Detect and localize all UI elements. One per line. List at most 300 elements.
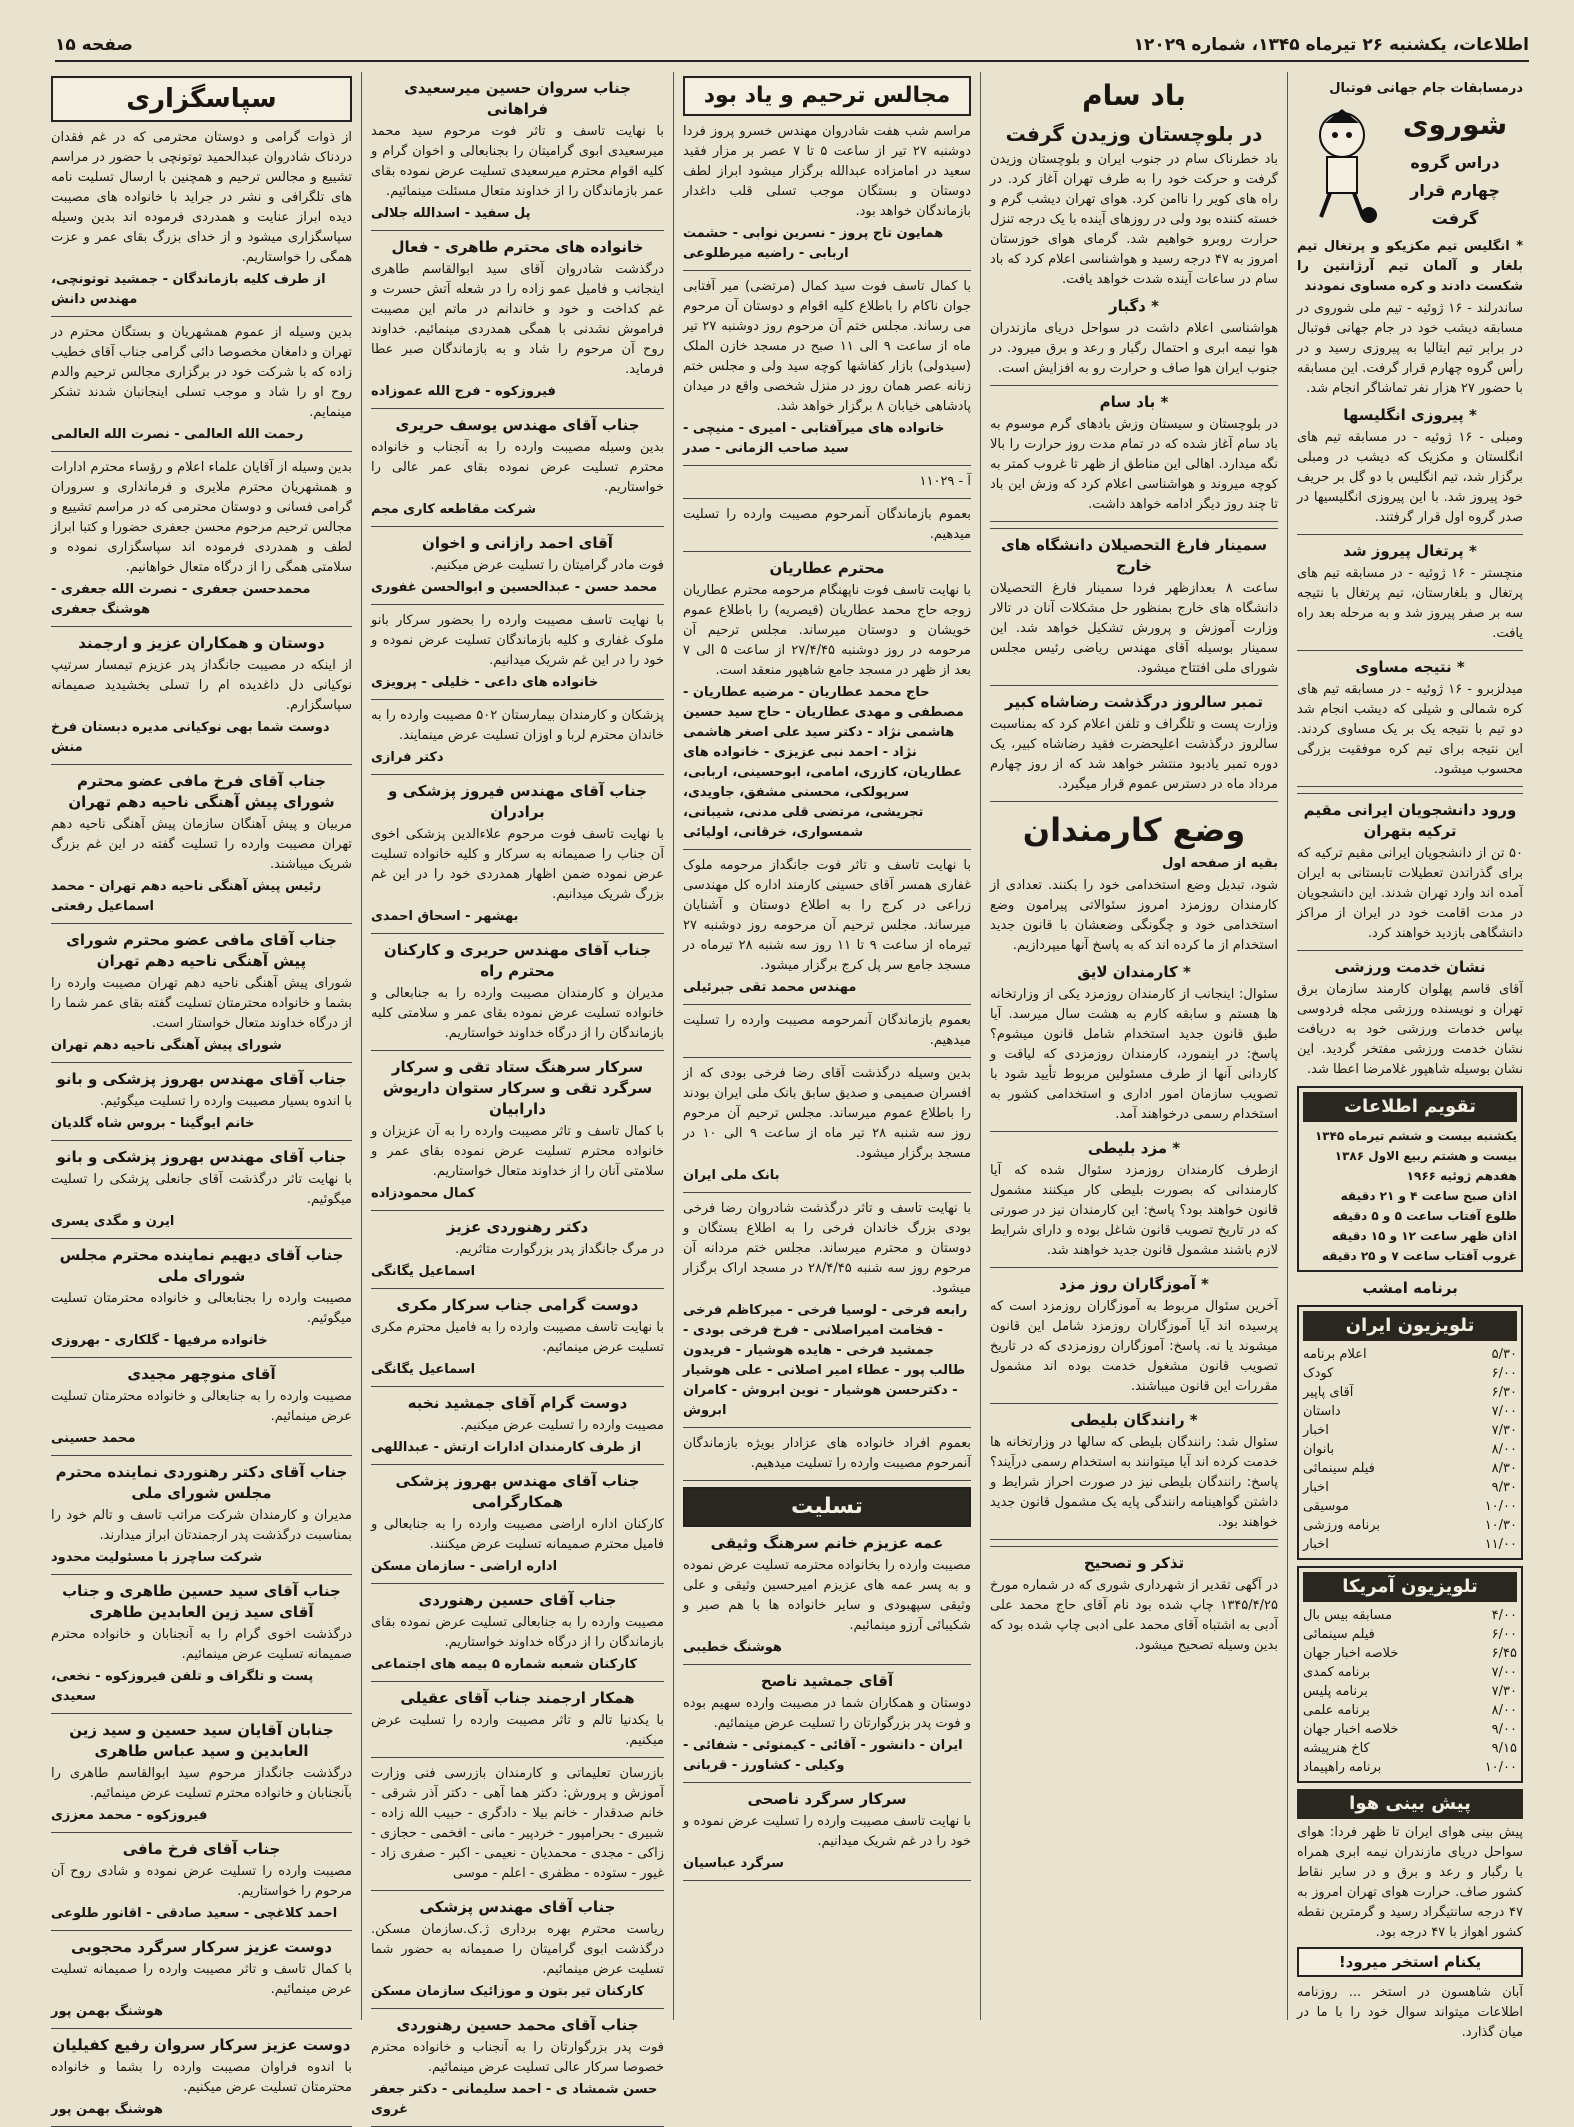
condolence-item [371,237,664,409]
condolence-item-title: جناب آقای حسین رهنوردی [418,1591,617,1609]
vaz-item [990,1138,1278,1268]
column-memorial [677,72,977,2020]
tv-program-row [1303,1682,1517,1701]
item-separator [683,1192,971,1193]
tv-iran-logo: تلویزیون ایران [1303,1311,1517,1341]
vaz-item-title: * آموزگاران روز مزد [1059,1275,1209,1293]
condolence-item-text: بدین وسیله مصیبت وارده را به آنجناب و خانواده محترم تسلیت عرض نموده بقای عمر عالی را خواستاریم. [371,440,664,495]
correction-text: در آگهی تقدیر از شهرداری شوری که در شماره مورخ ۱۳۴۵/۴/۲۵ چاپ شده بود نام آقای حاج محمد علی آدبی به اشتباه آقای محمد علی ادبی چاپ شده بود که بدین وسیله تصحیح میشود. [990,1578,1278,1653]
tv-program-row [1303,1644,1517,1663]
memorial-item [683,856,971,1005]
condolence-item [371,1057,664,1211]
item-separator [683,1664,971,1665]
sports-title: شوروی [1402,108,1508,141]
thanks-item [51,1720,352,1833]
tv-iran-box [1297,1305,1523,1560]
item-separator [371,1583,664,1584]
condolence-item-title: جناب آقای مهندس فیروز پزشکی و برادران [388,782,647,821]
tasliat-item-text: دوستان و همکاران شما در مصیبت وارده سهیم بوده و فوت پدر بزرگوارتان را تسلیت عرض مینمائیم. [683,1696,971,1731]
seminar-title: سمینار فارغ التحصیلان دانشگاه های خارج [1000,536,1268,575]
tv-program-row [1303,1459,1517,1478]
tv-program-row [1303,1516,1517,1535]
tasliat-item-text: با نهایت تاسف مصیبت وارده را تسلیت عرض نموده و خود را در غم شریک میدانیم. [683,1814,971,1849]
weather-text: پیش بینی هوای ایران تا ظهر فردا: هوای سواحل دریای مازندران نیمه ابری همراه با رگبار و رعد و برق و در سایر نقاط کشور صاف. حرارت هوای تهران امروز به ۴۷ درجه سانتیگراد رسید و گرمترین نقطه کشور اهواز با ۴۷ درجه بود. [1297,1825,1523,1940]
header-date: صفحه ۱۵ [55,35,133,55]
tv-program-time: ۷/۳۰ [1491,1423,1517,1438]
tv-program-name: فیلم سینمائی [1303,1461,1375,1476]
sports-bullet: * انگلیس تیم مکزیکو و پرتغال تیم بلغار و آلمان تیم آرژانتین را شکست دادند و کره مساوی نمودند [1297,239,1523,294]
tv-program-name: کودک [1303,1366,1334,1381]
memorial-item [683,472,971,499]
condolence-item-text: مدیران و کارمندان مصیبت وارده را به جنابعالی و خانواده تسلیت عرض نموده بقای عمر و سلامتی کلیه بازماندگان را از درگاه خداوند خواستاریم. [371,986,664,1041]
memorial-item [683,505,971,552]
memorial-item-text: بعموم افراد خانواده های عزادار بویژه بازماندگان آنمرحوم مصیبت وارده را تسلیت میدهیم. [683,1436,971,1471]
condolence-item-signature: شرکت مقاطعه کاری مجم [371,502,536,517]
vaz-lead: بقیه از صفحه اول [1162,856,1278,871]
iran-students-title: ورود دانشجویان ایرانی مقیم ترکیه بتهران [1303,801,1517,840]
item-separator [51,1713,352,1714]
tv-program-name: اعلام برنامه [1303,1347,1367,1362]
tv-program-name: اخبار [1303,1423,1329,1438]
tv-program-row [1303,1345,1517,1364]
badsam-text: باد خطرناک سام در جنوب ایران و بلوچستان وزیدن گرفت و حرکت خود را به طرف تهران آغاز کرد. در راه های کویر را ناامن کرد. هوای تهران دیشب گرم و خسته کننده بود ولی در روزهای آینده با یک درجه تنزل حرارت روبرو خواهیم شد. گرمای هوای خوزستان امروز به ۴۷ درجه رسید و هواشناسی اعلام کرد که باد سام در ساعات آینده شدت خواهد یافت. [990,152,1278,287]
condolence-item-signature: بهشهر - اسحاق احمدی [371,909,519,924]
item-separator [683,1427,971,1428]
item-separator [990,521,1278,522]
item-separator [371,774,664,775]
vaz-item [990,1274,1278,1404]
item-separator [683,849,971,850]
tv-program-time: ۵/۳۰ [1491,1347,1517,1362]
item-separator [683,1004,971,1005]
condolence-item [371,1471,664,1584]
item-separator [683,1480,971,1481]
item-separator [51,451,352,452]
tv-program-name: موسیقی [1303,1499,1349,1514]
vaz-title: وضع کارمندان [1022,811,1246,849]
seminar-text: ساعت ۸ بعدازظهر فردا سمینار فارغ التحصیلان دانشگاه های خارج بمنظور حل مشکلات آنان در تالار وزارت آموزش و پرورش تشکیل خواهد شد. این سمینار بوسیله آقای مهندس ریاضی رئیس مجلس شورای ملی افتتاح میشود. [990,581,1279,676]
thanks-item-title: دوست عزیز سرکار سروان رفیع کفیلیان [52,2036,351,2054]
condolence-item [371,1295,664,1387]
column-sports [1291,72,1529,2040]
condolence-item-text: با نهایت تاسف و تاثر فوت مرحوم سید محمد میرسعیدی ابوی گرامیتان را بجنابعالی و اخوان گرام و کلیه اقوام محترم میرسعیدی تسلیت عرض نموده بقای عمر بازماندگان را از خداوند متعال مسئلت مینمائیم. [371,124,664,199]
thanks-item [51,1245,352,1358]
thanks-item [51,1462,352,1575]
badsam-item-title: * باد سام [1099,393,1169,411]
item-separator [51,1140,352,1141]
badsam-title: باد سام [1082,79,1186,112]
tasliat-item-title: عمه عزیزم خانم سرهنگ وثیقی [710,1534,944,1552]
condolence-item-title: جناب آقای مهندس پزشکی [419,1898,616,1916]
column-thanks [45,72,358,2117]
badsam-item-text: هواشناسی اعلام داشت در سواحل دریای مازندران هوا نیمه ابری و احتمال رگبار و رعد و برق میرود. در جنوب ایران هوا صاف و حرارت رو به افزایش است. [990,321,1278,376]
tv-program-time: ۱۰/۰۰ [1484,1760,1517,1775]
column-rule [673,72,674,2020]
calendar-line: طلوع آفتاب ساعت ۵ و ۵ دقیقه [1332,1209,1517,1223]
thanks-item-signature: خانواده مرفیها - گلکاری - بهروزی [51,1333,268,1348]
item-separator [371,1386,664,1387]
condolence-item [371,940,664,1051]
tasliat-item-signature: ایران - دانشور - آقائی - کیمنوئی - شفائی - وکیلی - کشاورز - قربانی [683,1738,963,1773]
tv-program-row [1303,1402,1517,1421]
tv-program-name: برنامه راهپیماد [1303,1760,1382,1775]
item-separator [371,1757,664,1758]
column-news [984,72,1284,2020]
condolence-item [371,1764,664,1891]
item-separator [990,1539,1278,1540]
condolence-item [371,1590,664,1682]
running-header [55,30,1529,62]
item-separator [1297,650,1523,651]
thanks-item [51,633,352,765]
item-separator [51,626,352,627]
vaz-text: شود، تبدیل وضع استخدامی خود را بکنند. تعدادی از کارمندان روزمزد امروز سئوالاتی پیرامون وضع استخدامی خود و چگونگی وضعشان با قانون جدید استخدام از ما کرده اند که به پاسخ آنها میپردازیم. [990,878,1278,953]
condolence-item-text: فوت مادر گرامیتان را تسلیت عرض میکنیم. [430,558,664,573]
wanted-text: آبان شاهسون در استخر ... روزنامه اطلاعات میتواند سوال خود را با ما در میان گذارد. [1297,1985,1523,2040]
tv-america-box [1297,1566,1523,1783]
condolence-item [371,1217,664,1289]
memorial-item-signature: همایون تاج پروز - نسرین نوابی - حشمت اربابی - راضیه میرطلوعی [683,226,944,261]
condolence-item-title: جناب سروان حسین میرسعیدی فراهانی [404,79,631,118]
thanks-item-signature: محمد حسینی [51,1431,136,1446]
thanks-item-title: دوست عزیز سرکار سرگرد محجوبی [70,1938,333,1956]
tv-program-time: ۶/۳۰ [1491,1385,1517,1400]
condolence-item [371,781,664,934]
vaz-item-text: ازطرف کارمندان روزمزد سئوال شده که آیا کارمندانی که بصورت بلیطی کار میکنند مشمول قانون خواهند بود؟ پاسخ: این کارمندان نیز در صورتی که در تاریخ تصویب قانون شاغل بوده و دارای شرایط لازم باشند مشمول قانون جدید خواهند شد. [990,1163,1278,1258]
condolence-item-title: آقای احمد رازانی و اخوان [422,534,613,552]
thanks-item-text: مصیبت وارده را به جنابعالی و خانواده محترمتان تسلیت عرض مینمائیم. [51,1389,352,1424]
memorial-item-signature: بانک ملی ایران [683,1168,780,1183]
tv-program-name: داستان [1303,1404,1341,1419]
item-separator [51,1930,352,1931]
calendar-box [1297,1086,1523,1272]
item-separator [51,1238,352,1239]
condolence-item-signature: پل سفید - اسدالله جلالی [371,206,531,221]
memorial-item-signature: مهندس محمد تقی جبرئیلی [683,980,857,995]
badsam-item [990,296,1278,386]
tv-program-row [1303,1663,1517,1682]
thanks-item-text: شورای پیش آهنگی ناحیه دهم تهران مصیبت وارده را بشما و خانواده محترمتان تسلیت گفته بقای عمر شما را از درگاه خداوند متعال خواستار است. [51,976,352,1031]
condolence-item-text: با یکدنیا تالم و تاثر مصیبت وارده را تسلیت عرض میکنیم. [371,1713,664,1748]
item-separator [990,1131,1278,1132]
condolence-item-text: مصیبت وارده را تسلیت عرض میکنیم. [460,1418,664,1433]
tv-program-row [1303,1739,1517,1758]
world-cup-mascot-icon [1297,105,1387,225]
thanks-item-signature: احمد کلاغچی - سعید صادقی - اقانور طلوعی [51,1906,338,1921]
weather-title: پیش بینی هوا [1297,1789,1523,1819]
tv-program-name: خلاصه اخبار جهان [1303,1722,1399,1737]
vaz-item [990,962,1278,1132]
tasliat-item [683,1671,971,1783]
thanks-item-text: مدیران و کارمندان شرکت مراتب تاسف و تالم خود را بمناسبت درگذشت پدر ارجمندتان ابراز میدارند. [51,1508,352,1543]
condolence-item-title: سرکار سرهنگ ستاد تقی و سرکار سرگرد تقی و سرکار ستوان داریوش دارابیان [382,1058,653,1118]
stamp-text: وزارت پست و تلگراف و تلفن اعلام کرد که بمناسبت سالروز درگذشت اعلیحضرت فقید رضاشاه کبیر، یک دوره تمبر یادبود منتشر خواهد شد که از روز چهارم مرداد ماه در دسترس عموم قرار میگیرد. [990,717,1278,792]
item-separator [371,1681,664,1682]
tasliat-item-signature: هوشنگ خطیبی [683,1640,782,1655]
condolence-item [371,611,664,700]
tv-program-time: ۷/۰۰ [1491,1665,1517,1680]
thanks-item [51,128,352,317]
thanks-item-text: از اینکه در مصیبت جانگداز پدر عزیزم تیمسار سرتیپ نوکیانی دل داغدیده ام را تسلی بخشیدید صمیمانه سپاسگزارم. [51,658,352,713]
sports-subtitle: دراس گروه چهارم قرار گرفت [1410,153,1500,228]
item-separator [51,1357,352,1358]
condolence-item [371,533,664,605]
calendar-logo: تقویم اطلاعات [1303,1092,1517,1122]
item-separator [51,316,352,317]
memorial-item [683,1199,971,1428]
tasliat-item-text: مصیبت وارده را بخانواده محترمه تسلیت عرض نموده و به پسر عمه های عزیزم امیرحسین وثیقی و علی وثیقی سپهبودی و سایر خانواده ها با هم صبر و شکیبائی آرزو مینمائیم. [683,1558,971,1633]
tv-program-name: برنامه کمدی [1303,1665,1371,1680]
item-separator [51,1832,352,1833]
thanks-item [51,1364,352,1456]
condolence-item-signature: کارکنان شعبه شماره ۵ بیمه های اجتماعی [371,1657,638,1672]
calendar-line: اذان صبح ساعت ۴ و ۲۱ دقیقه [1340,1189,1517,1203]
sports-item-text: منچستر - ۱۶ ژوئیه - در مسابقه تیم های پرتغال و بلغارستان، تیم پرتغال با نتیجه سه بر صفر پیروز شد و به مرحله بعد راه یافت. [1297,566,1523,641]
memorial-item [683,1434,971,1481]
item-separator [371,1050,664,1051]
condolence-item-text: درگذشت شادروان آقای سید ابوالقاسم طاهری اینجانب و فامیل عمو زاده را در شعله آتش حسرت و غم کداخت و خود و خاندانم در ماتم این مصیبت فراموش نشدنی با همگی همدردی مینمائیم. خداوند روح آن مرحوم را شاد و به بازماندگان صبر عطا فرماید. [371,262,664,377]
memorial-item-text: با نهایت تاسف و تاثر فوت جانگداز مرحومه ملوک غفاری همسر آقای حسینی کارمند اداره کل مهندسی زراعی در کرج را به اطلاع دوستان و آشنایان میرساند. مجلس ترحیم آن مرحومه روز دوشنبه ۲۷ تیرماه از ساعت ۹ تا ۱۱ روز سه شنبه ۲۸ تیرماه در مسجد جامع سر پل کرج برگزار میشود. [683,858,972,973]
vaz-item-text: سئوال: اینجانب از کارمندان روزمزد یکی از وزارتخانه ها هستم و سابقه کارم به هشت سال میرسد. آیا طبق قانون جدید استخدام شامل قانون میشوم؟ پاسخ: در اینمورد، کارمندان روزمزدی که لیاقت و کاردانی آنها از طرف مسئولین مربوط تأیید شود با تصویب سازمان امور اداری و استخدامی کشور به استخدام رسمی درخواهند آمد. [990,987,1278,1122]
thanks-item-text: از ذوات گرامی و دوستان محترمی که در غم فقدان دردناک شادروان عبدالحمید توتونچی با حضور در مراسم تشییع و مجالس ترحیم و همچنین با ارسال تسلیت نامه های تلگرافی و نشر در جراید با خانواده های مصیبت دیده ابراز عنایت و همدردی فرموده اند بدین وسیله سپاسگزاری میشود و از خدای بزرگ بقای عمر و عزت همگی را خواستاریم. [51,130,352,265]
column-condolences [365,72,670,2117]
condolence-item-text: ریاست محترم بهره برداری ژ.ک.سازمان مسکن. درگذشت ابوی گرامیتان را صمیمانه به حضور شما تسلیت عرض مینمائیم. [371,1922,664,1977]
condolence-item-signature: از طرف کارمندان ادارات ارتش - عبداللهی [371,1440,642,1455]
memorial-item-text: بعموم بازماندگان آنمرحوم مصیبت وارده را تسلیت میدهیم. [683,507,971,542]
thanks-item-title: جناب آقای فرخ مافی [122,1840,281,1858]
condolence-item-text: با نهایت تاسف مصیبت وارده را بحضور سرکار بانو ملوک غفاری و کلیه بازماندگان تسلیت عرض نموده و خود را در این غم شریک میدانیم. [371,613,664,668]
thanks-item-title: جناب آقای فرخ مافی عضو محترم شورای پیش آهنگی ناحیه دهم تهران [68,772,335,811]
condolence-item-signature: فیروزکوه - فرج الله عموزاده [371,384,556,399]
sports-item [1297,541,1523,651]
thanks-item-signature: محمدحسن جعفری - نصرت الله جعفری - هوشنگ جعفری [51,582,311,617]
calendar-line: اذان ظهر ساعت ۱۲ و ۱۵ دقیقه [1331,1229,1517,1243]
item-separator [683,498,971,499]
thanks-item-text: با اندوه بسیار مصیبت وارده را تسلیت میگوئیم. [100,1094,352,1109]
tv-program-name: آقای پاپیر [1303,1385,1354,1400]
vaz-item-text: سئوال شد: رانندگان بلیطی که سالها در وزارتخانه ها خدمت کرده اند آیا میتوانند به استخدام رسمی درآیند؟ پاسخ: رانندگان بلیطی نیز در صورت احراز شرایط و داشتن گواهینامه رانندگی پایه یک مشمول قانون جدید خواهند بود. [990,1435,1278,1530]
memorial-item [683,558,971,850]
tv-program-name: مسابقه بیس بال [1303,1608,1393,1623]
thanks-item-signature: دوست شما بهی نوکیانی مدیره دبستان فرخ منش [51,720,330,755]
program-title: برنامه امشب [1362,1279,1458,1297]
thanks-item-text: با نهایت تاثر درگذشت آقای جانعلی پزشکی را تسلیت میگوئیم. [51,1172,352,1207]
item-separator [1297,534,1523,535]
thanks-item-signature: خانم ایوگینا - بروس شاه گلدیان [51,1116,255,1131]
condolence-item-signature: کارکنان تیر بتون و موزائیک سازمان مسکن [371,1984,645,1999]
condolence-item-text: کارکنان اداره اراضی مصیبت وارده را به جنابعالی و فامیل محترم صمیمانه تسلیت عرض میکنند. [371,1517,664,1552]
thanks-item [51,1839,352,1931]
memorial-item [683,277,971,466]
condolence-item-signature: اسماعیل یگانگی [371,1264,476,1279]
thanks-item [51,771,352,924]
iran-students-text: ۵۰ تن از دانشجویان ایرانی مقیم ترکیه که برای گذراندن تعطیلات تابستانی به ایران آمده اند وارد تهران شدند. این دانشجویان در مدت اقامت خود در ایران از مراکز دانشگاهی بازدید خواهند کرد. [1297,846,1523,941]
condolence-item-title: همکار ارجمند جناب آقای عقیلی [400,1689,635,1707]
sports-item-text: میدلزبرو - ۱۶ ژوئیه - در مسابقه تیم های کره شمالی و شیلی که دیشب انجام شد دو تیم با نتیجه یک بر یک مساوی کردند. این نتیجه برای تیم کره موفقیت بزرگی محسوب میشود. [1297,682,1523,777]
condolence-item [371,78,664,231]
thanks-item-signature: از طرف کلیه بازماندگان - جمشید توتونچی، مهندس دانش [51,272,326,307]
condolence-item-signature: محمد حسن - عبدالحسین و ابوالحسن غفوری [371,580,658,595]
item-separator [1297,786,1523,787]
tv-program-time: ۹/۳۰ [1491,1480,1517,1495]
sports-item-title: * پرتغال پیروز شد [1343,542,1477,560]
item-separator [371,2008,664,2009]
thanks-item-text: مربیان و پیش آهنگان سازمان پیش آهنگی ناحیه دهم تهران مصیبت وارده را تسلیت گفته در این غم بزرگ شریک میباشند. [51,817,352,872]
condolence-item-title: دوست گرامی جناب سرکار مکری [396,1296,639,1314]
tv-program-row [1303,1478,1517,1497]
vaz-item-title: * مزد بلیطی [1087,1139,1181,1157]
sports-lead-text: ساندرلند - ۱۶ ژوئیه - تیم ملی شوروی در مسابقه دیشب خود در جام جهانی فوتبال در برابر تیم ایتالیا به پیروزی رسید و در رأس گروه چهارم قرار گرفت. این مسابقه با حضور ۲۷ هزار نفر تماشاگر انجام شد. [1297,301,1523,396]
thanks-item [51,930,352,1063]
tasliat-item [683,1533,971,1665]
item-separator [51,764,352,765]
tv-program-name: بانوان [1303,1442,1335,1457]
medal-title: نشان خدمت ورزشی [1334,958,1486,976]
thanks-item-signature: رحمت الله العالمی - نصرت الله العالمی [51,427,304,442]
memorial-item-signature: خانواده های میرآفتابی - امیری - منیچی - سید صاحب الزمانی - صدر [683,421,945,456]
thanks-item [51,1069,352,1141]
tv-program-time: ۸/۰۰ [1491,1703,1517,1718]
thanks-item-signature: هوشنگ بهمن پور [51,2004,164,2019]
tv-program-time: ۸/۰۰ [1491,1442,1517,1457]
item-separator [51,1574,352,1575]
item-separator [371,699,664,700]
tasliat-title: تسلیت [683,1487,971,1527]
item-separator [371,1890,664,1891]
memorial-item-text: بدین وسیله درگذشت آقای رضا فرخی بودی که از افسران صمیمی و صدیق سابق بانک ملی ایران بودند را باطلاع عموم میرساند. مجلس ترحیم آن مرحوم روز سه شنبه ۲۸ تیر ماه از ساعت ۹ الی ۱۰ در مسجد برگزار میشود. [683,1066,971,1161]
condolence-item-text: با نهایت تاسف مصیبت وارده را به فامیل محترم مکری تسلیت عرض مینمائیم. [371,1320,664,1355]
memorial-title: مجالس ترحیم و یاد بود [683,76,971,116]
item-separator [683,465,971,466]
calendar-line: هفدهم ژوئیه ۱۹۶۶ [1406,1169,1517,1183]
thanks-item-signature: فیروزکوه - محمد معززی [51,1808,208,1823]
item-separator [371,933,664,934]
column-rule [1287,72,1288,2020]
thanks-item-signature: شرکت ساچرز با مسئولیت محدود [51,1550,263,1565]
stamp-title: تمبر سالروز درگذشت رضاشاه کبیر [1005,693,1263,711]
tv-program-name: برنامه پلیس [1303,1684,1368,1699]
condolence-item [371,1393,664,1465]
memorial-item [683,1011,971,1058]
tv-program-time: ۶/۴۵ [1491,1646,1517,1661]
memorial-item-signature: رابعه فرخی - لوسیا فرخی - میرکاظم فرخی - فخامت امیراصلانی - فرخ فرخی بودی - جمشید فرخی - هایده هوشیار - فریدون طالب پور - عطاء امیر اصلانی - علی هوشیار - دکترحسن هوشیار - نوین ابروش - کامران ابروش [683,1303,968,1418]
memorial-item-text: با نهایت تاسف و تاثر درگذشت شادروان رضا فرخی بودی بزرگ خاندان فرخی را به اطلاع بستگان و دوستان و محترم میرساند. مجلس ختم مردانه آن مرحوم روز سه شنبه ۲۸/۴/۴۵ در مسجد اراک برگزار میشود. [683,1201,971,1296]
thanks-item-signature: هوشنگ بهمن پور [51,2102,164,2117]
header-page-number: اطلاعات، یکشنبه ۲۶ تیرماه ۱۳۴۵، شماره ۱۲۰۲۹ [1133,35,1529,55]
medal-text: آقای قاسم پهلوان کارمند سازمان برق تهران و نویسنده ورزشی مجله فردوسی بپاس خدمات ورزشی خود به دریافت نشان خدمت ورزشی مفتخر گردید. این نشان بوسیله شاهپور غلامرضا اعطا شد. [1297,982,1523,1077]
item-separator [51,1062,352,1063]
tasliat-item-title: آقای جمشید ناصح [760,1672,894,1690]
thanks-item-signature: پست و تلگراف و تلفن فیروزکوه - نخعی، سعیدی [51,1669,314,1704]
thanks-item-text: بدین وسیله از عموم همشهریان و بستگان محترم در تهران و دامغان مخصوصا دائی گرامی جناب آقای خطیب زاده که با شرکت خود در برگزاری مجالس ترحیم والدم روح او را شاد و موجب تسلی اینجانبان شدند تشکر مینمایم. [51,325,352,420]
tv-program-name: اخبار [1303,1480,1329,1495]
thanks-item-text: درگذشت جانگداز مرحوم سید ابوالقاسم طاهری را بآنجنابان و خانواده محترم تسلیت عرض مینمائیم. [51,1766,352,1801]
column-rule [980,72,981,2020]
thanks-item-text: مصیبت وارده را تسلیت عرض نموده و شادی روح آن مرحوم را خواستاریم. [51,1864,352,1899]
thanks-item-text: با اندوه فراوان مصیبت وارده را بشما و خانواده محترمتان تسلیت عرض میکنیم. [51,2060,352,2095]
memorial-item-text: آ - ۱۱۰۲۹ [919,474,971,489]
sports-item [1297,405,1523,535]
tv-program-row [1303,1701,1517,1720]
thanks-item [51,323,352,452]
memorial-item [683,1064,971,1193]
tasliat-item-signature: سرگرد عباسیان [683,1856,784,1871]
tv-program-row [1303,1720,1517,1739]
vaz-item-title: * کارمندان لایق [1077,963,1191,981]
tv-program-row [1303,1758,1517,1777]
condolence-item-title: جناب آقای مهندس بهروز پزشکی همکارگرامی [395,1472,640,1511]
tv-program-name: کاخ هنرپیشه [1303,1741,1370,1756]
tv-program-name: اخبار [1303,1537,1329,1552]
thanks-item [51,2035,352,2127]
tv-program-row [1303,1383,1517,1402]
tv-program-time: ۹/۰۰ [1491,1722,1517,1737]
condolence-item-signature: حسن شمشاد ی - احمد سلیمانی - دکتر جعفر غروی [371,2082,658,2117]
thanks-item-title: جنابان آقایان سید حسین و سید زین العابدین و سید عباس طاهری [69,1721,334,1760]
thanks-item-title: جناب آقای مافی عضو محترم شورای پیش آهنگی ناحیه دهم تهران [66,931,337,970]
vaz-item [990,1410,1278,1540]
item-separator [683,551,971,552]
tv-program-row [1303,1535,1517,1554]
condolence-item-title: دکتر رهنوردی عزیز [446,1218,589,1236]
calendar-line: یکشنبه بیست و ششم تیرماه ۱۳۴۵ [1314,1129,1517,1143]
memorial-item-signature: حاج محمد عطاریان - مرضیه عطاریان - مصطفی و مهدی عطاریان - حاج سید حسین هاشمی نژاد - دکتر سید علی اصغر هاشمی نژاد - احمد نبی عزیزی - خانواده های عطاریان، کازری، امامی، ابوحسینی، اربابی، سرپولکی، محسنی مشفق، جاویدی، تجریشی، مرتضی قلی مدنی، شیبانی، شمسواری، خرقانی، اولیائی [683,685,964,840]
sports-item-text: ومبلی - ۱۶ ژوئیه - در مسابقه تیم های انگلستان و مکزیک که دیشب در ومبلی برگزار شد، تیم انگلیس با دو گل بر حریف خود پیروز شد. با این پیروزی انگلیسیها در صدر گروه اول قرار گرفتند. [1297,430,1523,525]
thanks-item-title: جناب آقای سید حسین طاهری و جناب آقای سید زین العابدین طاهری [62,1582,341,1621]
sports-item [1297,657,1523,787]
condolence-item-signature: خانواده های داعی - خلیلی - پرویزی [371,675,599,690]
item-separator [683,1782,971,1783]
thanks-item-title: جناب آقای دکتر رهنوردی نماینده محترم مجلس شورای ملی [55,1463,348,1502]
thanks-item-signature: شورای پیش آهنگی ناحیه دهم تهران [51,1038,282,1053]
badsam-item-title: * دگبار [1109,297,1159,315]
item-separator [990,1403,1278,1404]
tv-program-time: ۱۰/۰۰ [1484,1499,1517,1514]
item-separator [371,1210,664,1211]
memorial-item [683,122,971,271]
thanks-item [51,1937,352,2029]
thanks-item-title: جناب آقای مهندس بهروز پزشکی و بانو [56,1148,347,1166]
condolence-item [371,1688,664,1758]
memorial-item-text: مراسم شب هفت شادروان مهندس خسرو پروز فردا دوشنبه ۲۷ تیر از ساعت ۵ تا ۷ عصر بر مزار فقید سعید در امامزاده عبدالله برگزار میشود ابراز لطف دوستان و بستگان موجب تسلی قلب داغدار بازماندگان خواهد بود. [683,124,972,219]
tv-program-time: ۶/۰۰ [1491,1366,1517,1381]
condolence-item [371,415,664,527]
thanks-title: سپاسگزاری [51,76,352,122]
tv-program-time: ۴/۰۰ [1491,1608,1517,1623]
tv-program-row [1303,1440,1517,1459]
item-separator [371,604,664,605]
memorial-item-text: بعموم بازماندگان آنمرحومه مصیبت وارده را تسلیت میدهیم. [683,1013,971,1048]
condolence-item-signature: اسماعیل یگانگی [371,1362,476,1377]
tv-program-name: خلاصه اخبار جهان [1303,1646,1399,1661]
calendar-line: بیست و هشتم ربیع الاول ۱۳۸۶ [1334,1149,1517,1163]
sports-item-title: * نتیجه مساوی [1355,658,1465,676]
condolence-item-text: فوت پدر بزرگوارتان را به آنجناب و خانواده محترم خصوصا سرکار عالی تسلیت عرض مینمائیم. [371,2040,664,2075]
tv-program-name: برنامه علمی [1303,1703,1370,1718]
condolence-item-signature: دکتر فرازی [371,750,444,765]
memorial-item-text: با نهایت تاسف فوت ناپهنگام مرحومه محترم عطاریان زوجه حاج محمد عطاریان (قیصریه) را باطلاع عموم خویشان و دوستان میرساند. مجلس ترحیم آن مرحومه در روز دوشنبه ۲۷/۴/۴۵ از ساعت ۵ الی ۷ بعد از ظهر در مسجد جامع شاهپور منعقد است. [683,583,971,678]
condolence-item-title: جناب آقای مهندس یوسف حریری [395,416,640,434]
item-separator [371,230,664,231]
thanks-item-title: آقای منوچهر مجیدی [127,1365,276,1383]
condolence-item-title: خانواده های محترم طاهری - فعال [391,238,644,256]
tv-program-row [1303,1364,1517,1383]
thanks-item [51,1147,352,1239]
condolence-item-text: با کمال تاسف و تاثر مصیبت وارده را به آن عزیزان و خانواده محترم تسلیت عرض نموده بقای عمر و سلامتی آنان را از خداوند متعال خواستاریم. [371,1124,664,1179]
condolence-item [371,706,664,775]
memorial-item-text: با کمال تاسف فوت سید کمال (مرتضی) میر آفتابی جوان ناکام را باطلاع کلیه اقوام و دوستان آن مرحوم می رساند. مجلس ختم آن مرحوم روز دوشنبه ۲۷ تیر ماه از ساعت ۹ الی ۱۱ صبح در مسجد خازن الملک (سیدولی) بازار کفاشها کوچه سید ولی و مجلس ختم زنانه عصر همان روز در منزل شخصی واقع در میدان پادشاهی خیابان ۸ برگزار خواهد شد. [683,279,971,414]
thanks-item [51,1581,352,1714]
